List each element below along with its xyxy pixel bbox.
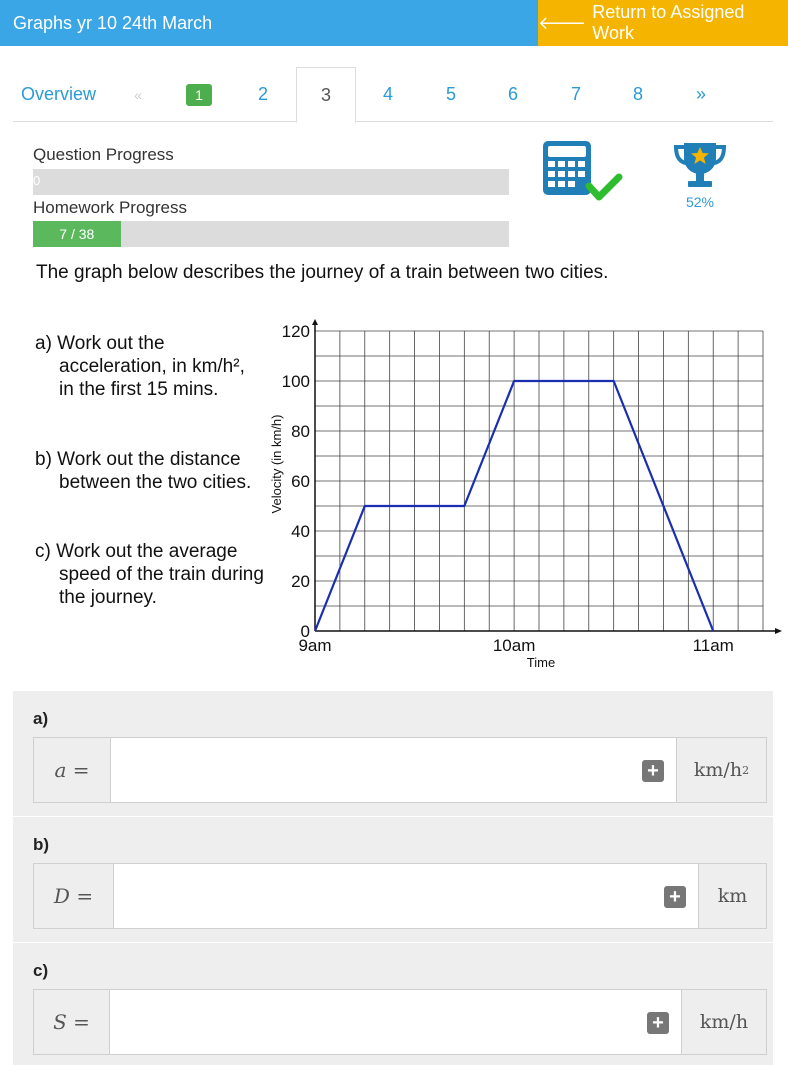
x-axis-label: Time (526, 655, 556, 670)
plus-square-icon[interactable]: + (647, 1012, 669, 1034)
x-tick-label: 10am (492, 636, 536, 655)
tab-3[interactable] (296, 67, 356, 123)
tab-5-label: 5 (445, 84, 456, 104)
tab-8[interactable] (607, 67, 669, 122)
tab-6[interactable] (482, 67, 544, 122)
tab-4-label: 4 (382, 84, 393, 104)
answer-b-input[interactable] (114, 864, 698, 928)
tab-next[interactable] (670, 67, 732, 122)
homework-progress-value: 7 / 38 (59, 226, 95, 242)
answer-c-input[interactable] (110, 990, 681, 1054)
part-b-line-2: between the two cities. (59, 472, 252, 493)
x-axis-arrow (775, 628, 782, 634)
part-b-line-1: b) Work out the distance (35, 449, 241, 470)
answer-c-unit-text: km/h (699, 1011, 749, 1033)
answer-a-prefix: a = (34, 738, 111, 802)
y-tick-label: 60 (291, 472, 310, 491)
answer-c-unit (681, 990, 766, 1054)
question-part-a (35, 332, 245, 401)
x-tick-label: 11am (692, 636, 734, 655)
arrow-left-icon: 🡐 (538, 12, 587, 33)
answer-section-c (13, 943, 773, 1065)
part-a-line-2: acceleration, in km/h², (59, 356, 245, 377)
question-part-c (35, 540, 264, 609)
calculator-check-icon[interactable] (541, 141, 623, 210)
answer-c-label: c) (33, 961, 49, 980)
answer-section-a (13, 691, 773, 816)
question-progress-label: Question Progress (33, 145, 174, 164)
y-tick-label: 20 (291, 572, 310, 591)
tab-2[interactable] (232, 67, 294, 122)
return-label: Return to Assigned Work (592, 2, 745, 43)
tab-overview[interactable] (13, 67, 113, 122)
question-intro: The graph below describes the journey of a train between two cities. (36, 262, 609, 283)
y-axis-arrow (312, 319, 318, 325)
answer-b-unit (698, 864, 766, 928)
tab-8-label: 8 (632, 84, 643, 104)
tab-7[interactable] (545, 67, 607, 122)
y-tick-label: 100 (281, 372, 310, 391)
part-c-line-1: c) Work out the average (35, 541, 238, 562)
trophy-star-icon[interactable] (672, 140, 728, 195)
tab-2-label: 2 (257, 84, 268, 104)
part-c-line-3: the journey. (59, 587, 157, 608)
velocity-time-svg (262, 318, 782, 678)
x-tick-label: 9am (298, 636, 332, 655)
question-progress-bar (33, 169, 509, 195)
tab-1-completed-badge: 1 (186, 84, 212, 106)
return-to-assigned-work-button[interactable] (538, 0, 788, 46)
y-tick-label: 120 (281, 322, 310, 341)
top-bar (0, 0, 788, 46)
answer-a-input[interactable] (111, 738, 676, 802)
answer-b-label: b) (33, 835, 50, 854)
tab-7-label: 7 (570, 84, 581, 104)
answer-a-row (33, 737, 767, 803)
tab-4[interactable] (357, 67, 419, 122)
question-part-b (35, 448, 251, 494)
answer-a-label: a) (33, 709, 49, 728)
tab-prev-label: « (134, 86, 142, 103)
homework-progress-label: Homework Progress (33, 198, 187, 217)
y-tick-label: 80 (291, 422, 310, 441)
answer-c-row (33, 989, 767, 1055)
part-a-line-1: a) Work out the (35, 333, 165, 354)
question-tabs (13, 67, 773, 122)
question-progress-value: 0 (33, 173, 41, 188)
answer-a-unit-text: km/h (693, 759, 743, 781)
answer-a-unit-exponent: 2 (742, 763, 750, 777)
part-c-line-2: speed of the train during (59, 564, 264, 585)
y-tick-label: 0 (300, 622, 310, 641)
y-tick-label: 40 (291, 522, 310, 541)
part-a-line-3: in the first 15 mins. (59, 379, 219, 400)
tab-6-label: 6 (507, 84, 518, 104)
plus-square-icon[interactable]: + (642, 760, 664, 782)
answer-b-prefix: D = (34, 864, 114, 928)
tab-3-label: 3 (320, 84, 331, 105)
homework-title: Graphs yr 10 24th March (13, 13, 213, 33)
velocity-time-graph (262, 318, 782, 683)
answer-b-row (33, 863, 767, 929)
tab-overview-label: Overview (21, 84, 97, 104)
tab-1[interactable] (168, 67, 230, 122)
tab-next-label: » (695, 84, 706, 104)
homework-progress-bar (33, 221, 509, 247)
award-percentage: 52% (685, 194, 715, 210)
answer-b-unit-text: km (717, 885, 748, 907)
y-axis-label: Velocity (in km/h) (269, 414, 284, 514)
answer-c-prefix: S = (34, 990, 110, 1054)
answer-a-unit (676, 738, 766, 802)
tab-5[interactable] (420, 67, 482, 122)
answer-section-b (13, 817, 773, 942)
tab-prev[interactable] (123, 67, 153, 122)
plus-square-icon[interactable]: + (664, 886, 686, 908)
homework-progress-fill (33, 221, 121, 247)
